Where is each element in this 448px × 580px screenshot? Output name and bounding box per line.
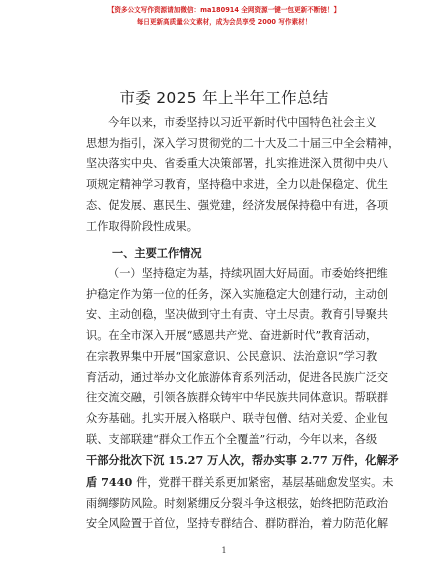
body-line: 联、支部联建“群众工作五个全覆盖”行动，今年以来，各级 bbox=[86, 432, 378, 446]
body-line-bold-stats bbox=[86, 450, 399, 472]
header-banner bbox=[0, 4, 448, 28]
intro-line: 工作取得阶段性成果。 bbox=[86, 219, 198, 233]
body-line: 安全风险置于首位，坚持专群结合、群防群治，着力防范化解 bbox=[86, 517, 389, 531]
body-line: （一）坚持稳定为基，持续巩固大好局面。市委始终把维 bbox=[108, 267, 388, 280]
bold-value: 2.77 bbox=[296, 453, 332, 468]
intro-line: 坚决落实中央、省委重大决策部署，扎实推进深入贯彻中央八 bbox=[86, 157, 389, 171]
intro-line: 项规定精神学习教育，坚持稳中求进，全力以赴保稳定、优生 bbox=[86, 178, 389, 192]
bold-text: 万件，化解矛 bbox=[331, 453, 399, 468]
document-title: 市委 2025 年上半年工作总结 bbox=[119, 89, 329, 107]
body-paragraph bbox=[86, 264, 399, 535]
banner-line-1: 【资多公文写作资源请加微信：ma180914 全网资源一键一包更新不断链！】 bbox=[107, 6, 341, 14]
page-number: 1 bbox=[221, 546, 227, 555]
body-line: 众夯基础。扎实开展入格联户、联寺包僧、结对关爱、企业包 bbox=[86, 411, 389, 425]
body-line: 往交流交融，引领各族群众铸牢中华民族共同体意识。帮联群 bbox=[86, 391, 389, 405]
intro-line: 态、促发展、惠民生、强党建，经济发展保持稳中有进，各项 bbox=[86, 198, 389, 212]
banner-line-2: 每日更新高质量公文素材，成为会员享受 2000 写作素材！ bbox=[136, 18, 312, 26]
plain-text: 件，党群干群关系更加紧密，基层基础愈发坚实。未 bbox=[136, 476, 394, 490]
bold-text: 万人次，帮办实事 bbox=[207, 453, 297, 468]
intro-line: 今年以来，市委坚持以习近平新时代中国特色社会主义 bbox=[108, 116, 377, 129]
body-line: 识。在全市深入开展“感恩共产党、奋进新时代”教育活动， bbox=[86, 329, 378, 343]
body-line: 护稳定作为第一位的任务，深入实施稳定大创建行动，主动创 bbox=[86, 287, 389, 301]
body-line: 育活动，通过举办文化旅游体育系列活动，促进各民族广泛交 bbox=[86, 370, 389, 384]
bold-value: 15.27 bbox=[164, 453, 208, 468]
bold-value: 7440 bbox=[97, 475, 137, 490]
body-line: 在宗教界集中开展“国家意识、公民意识、法治意识”学习教 bbox=[86, 349, 378, 363]
intro-paragraph bbox=[86, 113, 400, 237]
section-heading: 一、主要工作情况 bbox=[112, 247, 202, 260]
bold-text: 盾 bbox=[86, 475, 98, 490]
body-line: 安、主动创稳，坚决做到守土有责、守土尽责。教育引导聚共 bbox=[86, 308, 389, 322]
body-line: 雨绸缪防风险。时刻紧绷反分裂斗争这根弦，始终把防范政治 bbox=[86, 496, 389, 510]
body-line-bold-stats-2 bbox=[86, 472, 394, 494]
intro-line: 思想为指引，深入学习贯彻党的二十大及二十届三中全会精神， bbox=[86, 136, 400, 150]
bold-text: 干部分批次下沉 bbox=[86, 453, 165, 468]
